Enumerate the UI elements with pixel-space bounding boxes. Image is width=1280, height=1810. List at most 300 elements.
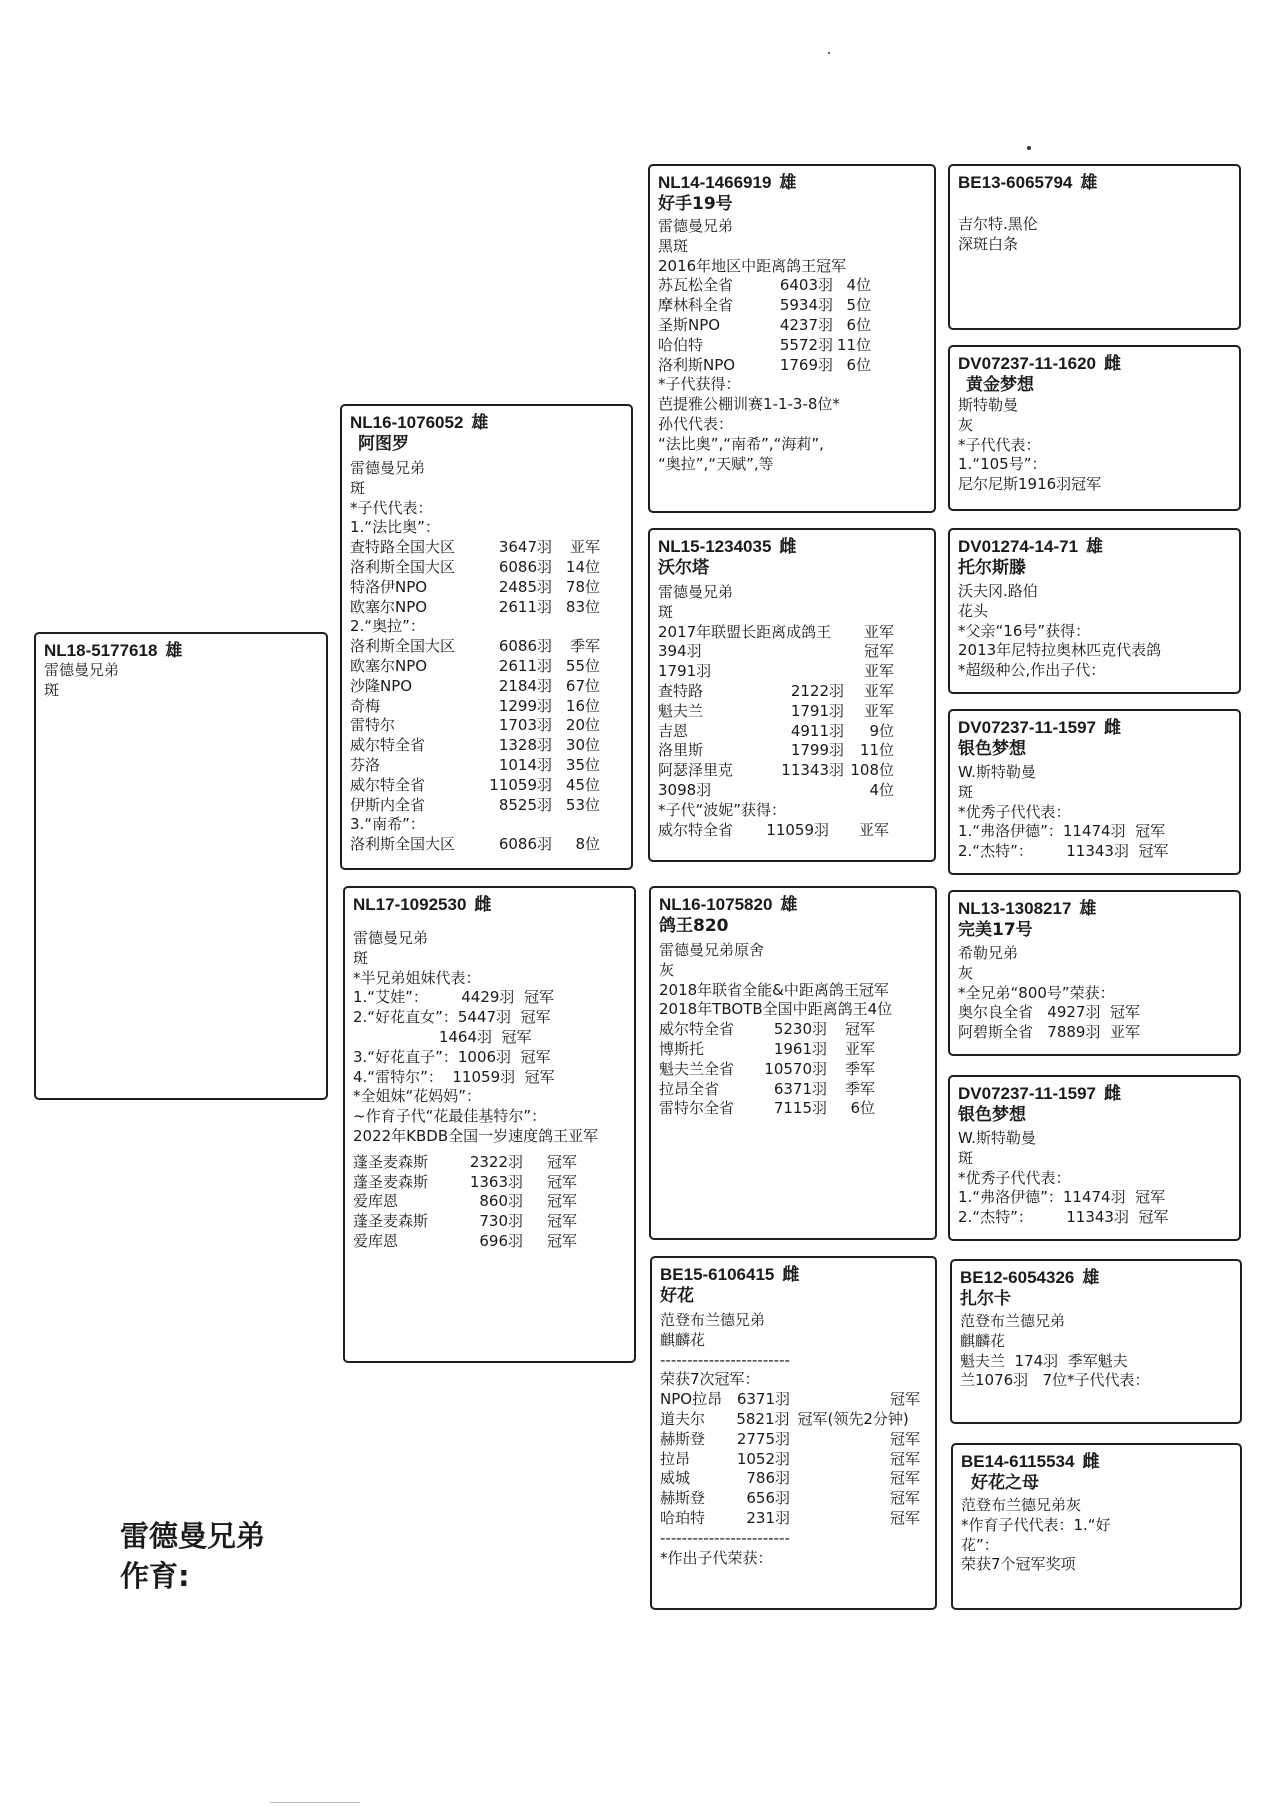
pigeon-name: 好花 [660, 1286, 694, 1306]
result-row [658, 642, 926, 662]
placing: 亚军 [844, 1039, 875, 1058]
pigeon-name: 好手19号 [658, 194, 733, 214]
result-row [658, 821, 926, 841]
card-line: 范登布兰德兄弟 [660, 1311, 766, 1329]
result-row [353, 1212, 626, 1232]
result-row [660, 1489, 927, 1509]
result-row [350, 756, 623, 776]
placing: 78位 [565, 577, 600, 596]
card-line: W.斯特勒曼 [958, 1129, 1036, 1147]
placing: 冠军 [889, 1469, 920, 1488]
bird-count: 6403羽 [779, 276, 833, 295]
bird-count: 1052羽 [736, 1449, 790, 1468]
result-row [350, 637, 623, 657]
card-line: 尼尔尼斯1916羽冠军 [958, 475, 1102, 494]
card-line: ------------------------ [660, 1350, 790, 1369]
result-row [660, 1390, 927, 1410]
race-name: 伊斯内全省 [350, 795, 426, 814]
bird-count: 1299羽 [498, 696, 552, 715]
bird-count: 1799羽 [790, 741, 844, 760]
result-row [660, 1469, 927, 1489]
race-name: 阿瑟泽里克 [658, 761, 734, 780]
scan-speck [1027, 146, 1031, 150]
card-line: 1.“艾娃”： 4429羽 冠军 [353, 988, 554, 1007]
bird-count: 4237羽 [779, 315, 833, 334]
race-name: 道夫尔 [660, 1409, 706, 1428]
card-line: “法比奥”,“南希”,“海莉”, [658, 434, 824, 453]
result-row [658, 741, 926, 761]
bird-count: 3647羽 [498, 538, 552, 557]
result-row [659, 1020, 927, 1040]
bird-count: 2485羽 [498, 577, 552, 596]
placing: 6位 [846, 355, 871, 374]
card-line: 2.“好花直女”：5447羽 冠军 [353, 1008, 551, 1027]
card-line: 麒麟花 [660, 1330, 706, 1349]
result-row [658, 316, 926, 336]
placing: 冠军 [546, 1172, 577, 1191]
bird-count: 6086羽 [498, 835, 552, 854]
result-row [658, 682, 926, 702]
ring-number: BE12-6054326 雄 [960, 1268, 1100, 1287]
placing: 冠军 [546, 1231, 577, 1250]
subject-card [34, 632, 328, 1100]
pigeon-name: 鸽王820 [659, 916, 729, 936]
card-line: *全姐妹“花妈妈”： [353, 1087, 482, 1106]
race-name: 洛利斯全国大区 [350, 557, 456, 576]
bird-count: 2122羽 [790, 681, 844, 700]
result-row [658, 623, 926, 643]
placing: 67位 [565, 676, 600, 695]
bird-count [778, 623, 844, 643]
pigeon-name: 托尔斯滕 [958, 558, 1026, 578]
card-line: 吉尔特.黑伦 [958, 215, 1038, 233]
placing: 亚军 [863, 701, 894, 720]
card-line: 灰 [659, 960, 675, 979]
card-line: 范登布兰德兄弟灰 [961, 1496, 1082, 1514]
race-name: 威尔特全省 [350, 775, 426, 794]
card-line: 雷德曼兄弟 [350, 459, 426, 477]
card-line: 麒麟花 [960, 1331, 1006, 1350]
ring-number: NL16-1075820 雄 [659, 895, 798, 914]
result-row [353, 1232, 626, 1252]
card-line: 2.“杰特”： 11343羽 冠军 [958, 842, 1169, 861]
bird-count [778, 662, 844, 682]
race-name: 赫斯登 [660, 1489, 706, 1508]
result-row [658, 296, 926, 316]
ring-number: NL14-1466919 雄 [658, 173, 797, 192]
race-name: 魁夫兰 [658, 701, 704, 720]
card-line: 2022年KBDB全国一岁速度鸽王亚军 [353, 1126, 599, 1145]
race-name: 哈珀特 [660, 1508, 706, 1527]
card-line: 范登布兰德兄弟 [960, 1312, 1066, 1330]
bird-count: 1791羽 [790, 701, 844, 720]
race-name: 威城 [660, 1469, 691, 1488]
card-line: *超级种公,作出子代： [958, 661, 1106, 680]
race-name: 洛利斯NPO [658, 355, 736, 374]
bird-count: 696羽 [479, 1231, 523, 1250]
race-name: 拉昂全省 [659, 1079, 720, 1098]
race-name: 奇梅 [350, 696, 381, 715]
pigeon-name: 银色梦想 [958, 739, 1026, 759]
result-row [658, 722, 926, 742]
bird-count: 1328羽 [498, 736, 552, 755]
placing: 冠军 [889, 1489, 920, 1508]
ring-number: DV01274-14-71 雄 [958, 537, 1104, 556]
result-row [350, 657, 623, 677]
race-name: 2017年联盟长距离成鸽王 [658, 622, 832, 641]
result-row [659, 1040, 927, 1060]
card-line: 花”： [961, 1535, 999, 1554]
card-line: 4.“雷特尔”： 11059羽 冠军 [353, 1067, 555, 1086]
card-line: *优秀子代代表： [958, 1168, 1071, 1187]
result-row [350, 578, 623, 598]
ring-number: DV07237-11-1597 雌 [958, 1084, 1122, 1103]
ring-number: BE14-6115534 雌 [961, 1452, 1100, 1471]
bird-count: 7115羽 [773, 1099, 827, 1118]
card-line: 孙代代表： [658, 414, 734, 433]
bird-count: 11059羽 [766, 820, 829, 839]
bird-count: 1014羽 [498, 755, 552, 774]
card-line: 雷德曼兄弟原舍 [659, 941, 765, 959]
result-row [658, 702, 926, 722]
bird-count: 656羽 [746, 1489, 790, 1508]
bird-count: 8525羽 [498, 795, 552, 814]
bird-count: 730羽 [479, 1212, 523, 1231]
card-line: 灰 [958, 415, 974, 434]
race-name: 3098羽 [658, 780, 712, 799]
bird-count: 2322羽 [469, 1152, 523, 1171]
result-row [660, 1450, 927, 1470]
pigeon-name: 好花之母 [971, 1473, 1039, 1493]
card-line: 2018年联省全能&中距离鸽王冠军 [659, 980, 889, 999]
placing: 冠军(领先2分钟) [797, 1409, 909, 1428]
breeder-name: 雷德曼兄弟 [120, 1519, 266, 1553]
placing: 11位 [836, 335, 871, 354]
card-line: 兰1076羽 7位*子代代表： [960, 1371, 1150, 1390]
bird-count: 4911羽 [790, 721, 844, 740]
dam-sire-card [649, 886, 937, 1240]
race-name: 赫斯登 [660, 1429, 706, 1448]
bird-count: 11059羽 [489, 775, 552, 794]
bird-count: 2611羽 [498, 597, 552, 616]
pigeon-name: 扎尔卡 [960, 1289, 1011, 1309]
bird-count: 2775羽 [736, 1429, 790, 1448]
placing: 冠军 [863, 642, 894, 661]
bird-count: 5934羽 [779, 296, 833, 315]
card-line: *作出子代荣获： [660, 1548, 773, 1567]
race-name: 哈伯特 [658, 335, 704, 354]
card-line: 1.“法比奥”： [350, 518, 440, 537]
race-name: 吉恩 [658, 721, 689, 740]
card-line: 1464羽 冠军 [353, 1027, 532, 1046]
sire-dam-card [648, 528, 936, 862]
ggp-card-5 [948, 890, 1241, 1056]
sire-sire-card [648, 164, 936, 513]
bird-count: 6371羽 [773, 1079, 827, 1098]
ring-number: NL18-5177618 雄 [44, 641, 183, 660]
race-name: 摩林科全省 [658, 296, 734, 315]
bird-count [778, 781, 844, 801]
placing: 亚军 [863, 681, 894, 700]
ring-number: NL15-1234035 雌 [658, 537, 797, 556]
result-row [350, 538, 623, 558]
race-name: 查特路 [658, 681, 704, 700]
card-line: *半兄弟姐妹代表： [353, 968, 481, 987]
result-row [350, 598, 623, 618]
placing: 20位 [565, 716, 600, 735]
ring-number: BE13-6065794 雄 [958, 173, 1098, 192]
ggp-card-3 [948, 528, 1241, 694]
result-row [660, 1430, 927, 1450]
breeder-heading [120, 1516, 265, 1596]
result-row [350, 558, 623, 578]
result-row [350, 716, 623, 736]
placing: 冠军 [546, 1152, 577, 1171]
ggp-card-4 [948, 709, 1241, 875]
race-name: 拉昂 [660, 1449, 691, 1468]
ring-number: NL13-1308217 雄 [958, 899, 1097, 918]
pigeon-name: 银色梦想 [958, 1105, 1026, 1125]
card-line: *全兄弟“800号”荣获： [958, 983, 1115, 1002]
card-line: 深斑白条 [958, 234, 1019, 253]
race-name: 魁夫兰全省 [659, 1059, 735, 1078]
result-row [353, 1153, 626, 1173]
placing: 14位 [565, 557, 600, 576]
card-line: 斑 [658, 602, 674, 621]
card-line: 魁夫兰 174羽 季军魁夫 [960, 1351, 1128, 1370]
race-name: 查特路全国大区 [350, 538, 456, 557]
card-line: 2.“杰特”： 11343羽 冠军 [958, 1208, 1169, 1227]
card-line: 斑 [350, 478, 366, 497]
bird-count: 786羽 [746, 1469, 790, 1488]
bird-count: 2184羽 [498, 676, 552, 695]
placing: 冠军 [546, 1212, 577, 1231]
card-line: 2018年TBOTB全国中距离鸽王4位 [659, 1000, 893, 1019]
result-row [353, 1192, 626, 1212]
placing: 8位 [575, 835, 600, 854]
card-line: 雷德曼兄弟 [658, 217, 734, 235]
race-name: 芬洛 [350, 755, 381, 774]
card-line: ------------------------ [660, 1528, 790, 1547]
race-name: 爱库恩 [353, 1231, 399, 1250]
pigeon-name: 沃尔塔 [658, 558, 709, 578]
placing: 6位 [850, 1099, 875, 1118]
bird-count [778, 642, 844, 662]
placing: 亚军 [863, 662, 894, 681]
placing: 108位 [850, 761, 894, 780]
placing: 冠军 [889, 1508, 920, 1527]
placing: 4位 [869, 780, 894, 799]
race-name: 苏瓦松全省 [658, 276, 734, 295]
placing: 季军 [844, 1079, 875, 1098]
bird-count: 5572羽 [779, 335, 833, 354]
bird-count: 5821羽 [736, 1409, 790, 1428]
bird-count: 231羽 [746, 1508, 790, 1527]
result-row [659, 1060, 927, 1080]
card-line: *优秀子代代表： [958, 802, 1071, 821]
scan-mark [270, 1802, 360, 1803]
race-name: 特洛伊NPO [350, 577, 428, 596]
placing: 45位 [565, 775, 600, 794]
result-row [350, 697, 623, 717]
card-line: 雷德曼兄弟 [44, 661, 120, 679]
card-line: 1.“105号”： [958, 455, 1047, 474]
placing: 53位 [565, 795, 600, 814]
pigeon-name: 完美17号 [958, 920, 1033, 940]
result-row [658, 276, 926, 296]
sire-card [340, 404, 633, 870]
card-line: 雷德曼兄弟 [353, 929, 429, 947]
placing: 亚军 [569, 538, 600, 557]
race-name: 蓬圣麦森斯 [353, 1152, 429, 1171]
ring-number: DV07237-11-1597 雌 [958, 718, 1122, 737]
card-line: 斑 [44, 680, 60, 699]
bird-count: 2611羽 [498, 656, 552, 675]
card-line: 荣获7次冠军： [660, 1370, 760, 1389]
ggp-card-6 [948, 1075, 1241, 1241]
dam-card [343, 886, 636, 1363]
race-name: 博斯托 [659, 1039, 705, 1058]
card-line: W.斯特勒曼 [958, 763, 1036, 781]
placing: 55位 [565, 656, 600, 675]
bird-count: 1961羽 [773, 1039, 827, 1058]
race-name: 圣斯NPO [658, 315, 721, 334]
race-name: 沙隆NPO [350, 676, 413, 695]
card-line: 斯特勒曼 [958, 396, 1019, 414]
race-name: 雷特尔全省 [659, 1099, 735, 1118]
result-row [353, 1173, 626, 1193]
race-name: 威尔特全省 [350, 736, 426, 755]
placing: 季军 [844, 1059, 875, 1078]
race-name: 雷特尔 [350, 716, 396, 735]
bird-count: 5230羽 [773, 1020, 827, 1039]
breeder-label: 作育: [120, 1559, 190, 1593]
placing: 16位 [565, 696, 600, 715]
ring-number: BE15-6106415 雌 [660, 1265, 800, 1284]
placing: 冠军 [546, 1192, 577, 1211]
card-line: 芭提雅公棚训赛1-1-3-8位* [658, 395, 840, 414]
card-line: 荣获7个冠军奖项 [961, 1555, 1076, 1574]
race-name: 威尔特全省 [658, 820, 734, 839]
dam-dam-card [650, 1256, 937, 1610]
placing: 30位 [565, 736, 600, 755]
bird-count: 6086羽 [498, 557, 552, 576]
bird-count: 11343羽 [781, 761, 844, 780]
card-line: 斑 [958, 1148, 974, 1167]
result-row [350, 736, 623, 756]
card-line: *父亲“16号”获得： [958, 621, 1091, 640]
placing: 9位 [869, 721, 894, 740]
placing: 5位 [846, 296, 871, 315]
placing: 11位 [859, 741, 894, 760]
card-line: 阿碧斯全省 7889羽 亚军 [958, 1023, 1141, 1042]
card-line: *子代代表： [958, 435, 1041, 454]
placing: 季军 [569, 637, 600, 656]
card-line: *子代获得： [658, 375, 741, 394]
result-row [659, 1099, 927, 1119]
card-line: 3.“好花直子”：1006羽 冠军 [353, 1047, 551, 1066]
placing: 冠军 [889, 1449, 920, 1468]
card-line: 斑 [353, 948, 369, 967]
result-row [660, 1509, 927, 1529]
race-name: 1791羽 [658, 662, 712, 681]
card-line: “奥拉”,“天赋”,等 [658, 454, 774, 473]
card-line: 2013年尼特拉奥林匹克代表鸽 [958, 641, 1162, 660]
scan-speck [828, 52, 830, 54]
placing: 6位 [846, 315, 871, 334]
race-name: 洛利斯全国大区 [350, 637, 456, 656]
result-row [658, 781, 926, 801]
ggp-card-1 [948, 164, 1241, 330]
placing: 亚军 [858, 820, 889, 839]
card-line: *子代“波妮”获得： [658, 800, 787, 819]
race-name: NPO拉昂 [660, 1390, 723, 1409]
placing: 冠军 [889, 1429, 920, 1448]
result-row [658, 356, 926, 376]
result-row [350, 796, 623, 816]
card-line: 希勒兄弟 [958, 944, 1019, 962]
placing: 4位 [846, 276, 871, 295]
card-line: 3.“南希”： [350, 815, 425, 834]
ring-number: NL16-1076052 雄 [350, 413, 489, 432]
result-row [660, 1410, 927, 1430]
ggp-card-7 [950, 1259, 1242, 1424]
card-line: 斑 [958, 782, 974, 801]
race-name: 蓬圣麦森斯 [353, 1212, 429, 1231]
placing: 冠军 [889, 1390, 920, 1409]
card-line: 2016年地区中距离鸽王冠军 [658, 256, 847, 275]
card-line: 沃夫冈.路伯 [958, 582, 1038, 600]
ring-number: DV07237-11-1620 雌 [958, 354, 1122, 373]
result-row [658, 761, 926, 781]
ggp-card-2 [948, 345, 1241, 511]
card-line: 雷德曼兄弟 [658, 583, 734, 601]
card-line: 奥尔良全省 4927羽 冠军 [958, 1003, 1141, 1022]
bird-count: 6371羽 [736, 1390, 790, 1409]
race-name: 欧塞尔NPO [350, 656, 428, 675]
race-name: 爱库恩 [353, 1192, 399, 1211]
race-name: 蓬圣麦森斯 [353, 1172, 429, 1191]
result-row [350, 677, 623, 697]
card-line: 2.“奥拉”： [350, 617, 425, 636]
result-row [350, 776, 623, 796]
result-row [659, 1080, 927, 1100]
placing: 冠军 [844, 1020, 875, 1039]
bird-count: 6086羽 [498, 637, 552, 656]
race-name: 欧塞尔NPO [350, 597, 428, 616]
bird-count: 1769羽 [779, 355, 833, 374]
pigeon-name: 黄金梦想 [966, 375, 1034, 395]
placing: 35位 [565, 755, 600, 774]
result-row [658, 662, 926, 682]
card-line: 黑斑 [658, 236, 689, 255]
pigeon-name: 阿图罗 [358, 434, 409, 454]
race-name: 洛里斯 [658, 741, 704, 760]
card-line: 花头 [958, 601, 989, 620]
bird-count: 10570羽 [764, 1059, 827, 1078]
card-line: 1.“弗洛伊德”：11474羽 冠军 [958, 822, 1166, 841]
ggp-card-8 [951, 1443, 1242, 1610]
race-name: 威尔特全省 [659, 1020, 735, 1039]
bird-count: 860羽 [479, 1192, 523, 1211]
card-line: 灰 [958, 963, 974, 982]
bird-count: 1363羽 [469, 1172, 523, 1191]
card-line: 1.“弗洛伊德”：11474羽 冠军 [958, 1188, 1166, 1207]
race-name: 洛利斯全国大区 [350, 835, 456, 854]
result-row [658, 336, 926, 356]
ring-number: NL17-1092530 雌 [353, 895, 492, 914]
card-line: *子代代表： [350, 498, 433, 517]
